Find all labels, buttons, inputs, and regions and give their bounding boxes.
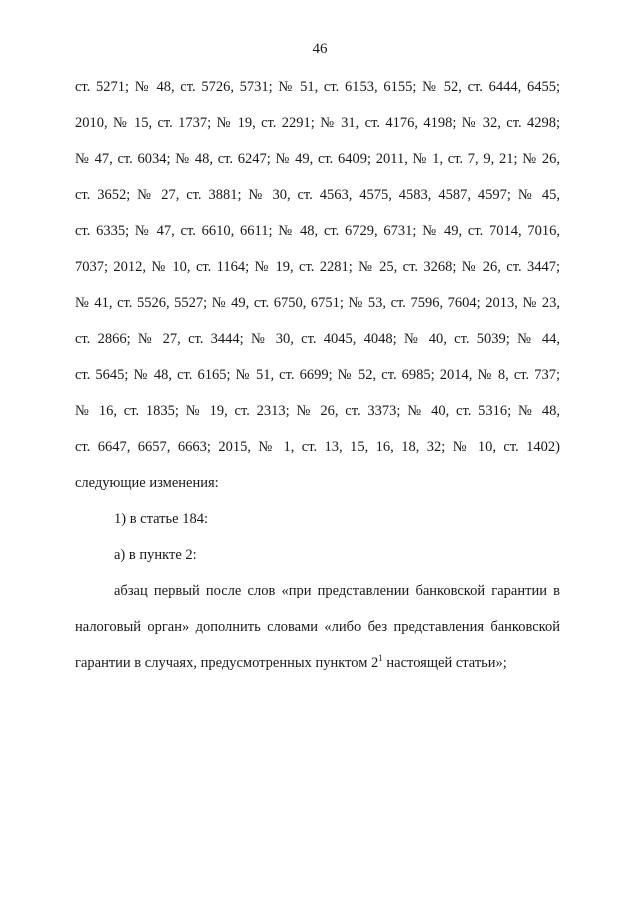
citation-line: ст. 3652; № 27, ст. 3881; № 30, ст. 4563, 4575, 4583, 4587, 4597; № 45, [75, 187, 560, 203]
citation-line: ст. 5271; № 48, ст. 5726, 5731; № 51, ст. 6153, 6155; № 52, ст. 6444, 6455; [75, 79, 560, 95]
citation-line: ст. 6335; № 47, ст. 6610, 6611; № 48, ст. 6729, 6731; № 49, ст. 7014, 7016, [75, 223, 560, 239]
paragraph-line: абзац первый после слов «при представлении банковской гарантии в [114, 583, 560, 599]
citation-line: № 16, ст. 1835; № 19, ст. 2313; № 26, ст. 3373; № 40, ст. 5316; № 48, [75, 403, 560, 419]
citation-line: 7037; 2012, № 10, ст. 1164; № 19, ст. 2281; № 25, ст. 3268; № 26, ст. 3447; [75, 259, 560, 275]
citation-line: № 41, ст. 5526, 5527; № 49, ст. 6750, 6751; № 53, ст. 7596, 7604; 2013, № 23, [75, 295, 560, 311]
changes-intro: следующие изменения: [75, 475, 219, 491]
document-body [75, 76, 560, 688]
citation-line: ст. 5645; № 48, ст. 6165; № 51, ст. 6699; № 52, ст. 6985; 2014, № 8, ст. 737; [75, 367, 560, 383]
item-1-heading: 1) в статье 184: [114, 511, 208, 527]
superscript-one: 1 [378, 653, 383, 663]
paragraph-last-line [75, 652, 560, 688]
citation-line: ст. 2866; № 27, ст. 3444; № 30, ст. 4045, 4048; № 40, ст. 5039; № 44, [75, 331, 560, 347]
last-line-ending: настоящей статьи»; [382, 655, 507, 671]
last-line-text: гарантии в случаях, предусмотренных пунктом 2 [75, 655, 379, 671]
citation-line: № 47, ст. 6034; № 48, ст. 6247; № 49, ст. 6409; 2011, № 1, ст. 7, 9, 21; № 26, [75, 151, 560, 167]
citation-line: 2010, № 15, ст. 1737; № 19, ст. 2291; № 31, ст. 4176, 4198; № 32, ст. 4298; [75, 115, 560, 131]
paragraph-line: налоговый орган» дополнить словами «либо без представления банковской [75, 619, 560, 635]
item-a-heading: а) в пункте 2: [114, 547, 197, 563]
citation-line: ст. 6647, 6657, 6663; 2015, № 1, ст. 13, 15, 16, 18, 32; № 10, ст. 1402) [75, 439, 560, 455]
page-number: 46 [312, 41, 328, 57]
